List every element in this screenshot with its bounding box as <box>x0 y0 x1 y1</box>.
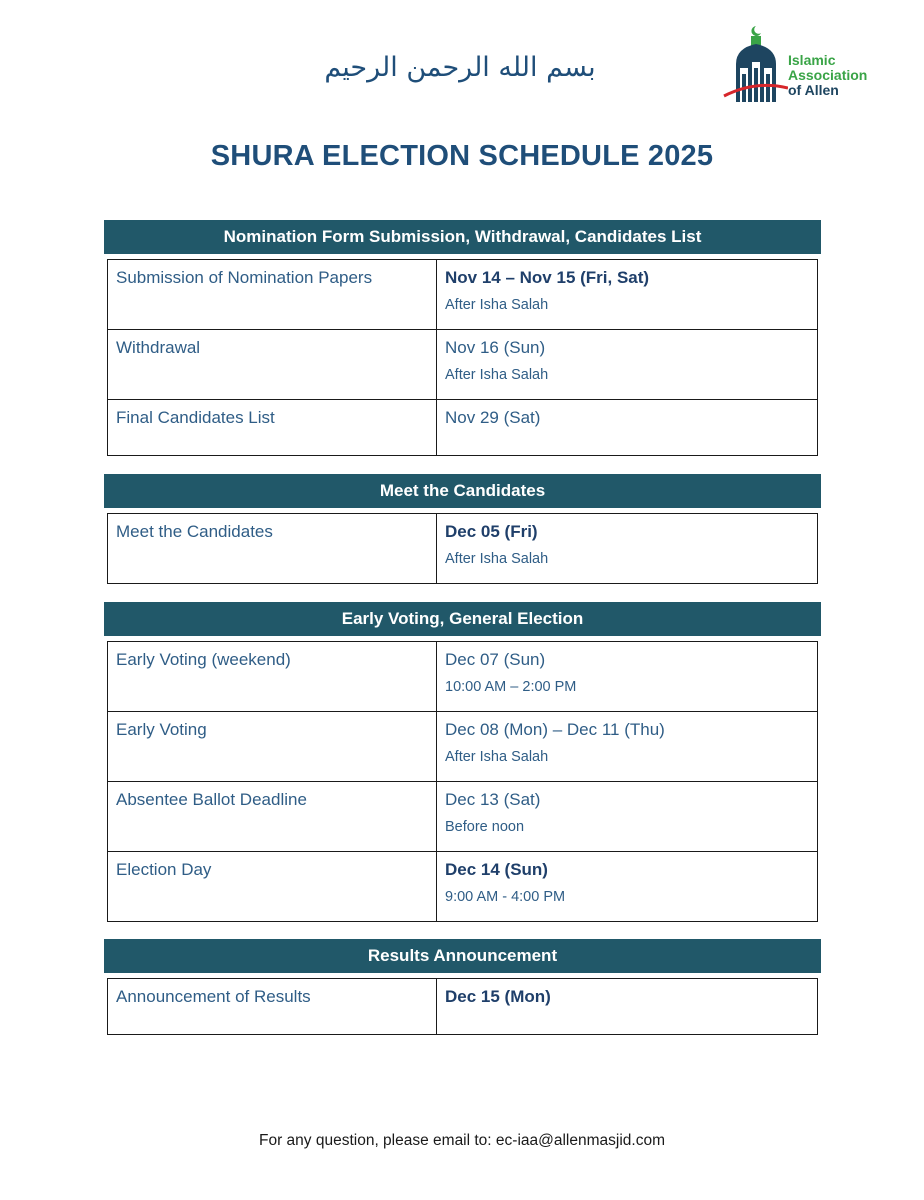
table-row <box>108 782 818 852</box>
event-date: Dec 14 (Sun) <box>445 860 548 879</box>
table-row <box>108 852 818 922</box>
event-date-cell <box>437 712 818 782</box>
logo-line-3: of Allen <box>788 82 839 98</box>
table-row <box>108 330 818 400</box>
table-row <box>108 400 818 456</box>
event-label: Absentee Ballot Deadline <box>108 782 437 852</box>
schedule-table <box>107 259 818 456</box>
event-note: 9:00 AM - 4:00 PM <box>445 889 566 905</box>
logo-line-1: Islamic <box>788 52 836 68</box>
table-row <box>108 712 818 782</box>
event-note: After Isha Salah <box>445 749 549 765</box>
table-row <box>108 642 818 712</box>
event-date: Dec 13 (Sat) <box>445 790 541 809</box>
event-date-cell <box>437 852 818 922</box>
section-header: Results Announcement <box>104 939 821 973</box>
event-date-cell <box>437 400 818 456</box>
event-date-cell <box>437 782 818 852</box>
organization-logo <box>722 24 892 104</box>
event-date: Nov 14 – Nov 15 (Fri, Sat) <box>445 268 650 287</box>
event-label: Election Day <box>108 852 437 922</box>
event-note: After Isha Salah <box>445 551 549 567</box>
event-label: Early Voting <box>108 712 437 782</box>
section-header: Early Voting, General Election <box>104 602 821 636</box>
event-date-cell <box>437 979 818 1035</box>
schedule-table <box>107 513 818 584</box>
table-row <box>108 514 818 584</box>
schedule-table <box>107 978 818 1035</box>
event-label: Meet the Candidates <box>108 514 437 584</box>
section-meet-candidates <box>104 474 821 584</box>
event-date: Nov 29 (Sat) <box>445 408 541 427</box>
logo-line-2: Association <box>788 67 868 83</box>
section-header: Nomination Form Submission, Withdrawal, Candidates List <box>104 220 821 254</box>
event-label: Final Candidates List <box>108 400 437 456</box>
event-date-cell <box>437 642 818 712</box>
event-note: 10:00 AM – 2:00 PM <box>445 679 577 695</box>
event-date-cell <box>437 260 818 330</box>
section-nomination <box>104 220 821 456</box>
table-row <box>108 260 818 330</box>
event-note: After Isha Salah <box>445 297 549 313</box>
event-date: Nov 16 (Sun) <box>445 338 546 357</box>
event-label: Submission of Nomination Papers <box>108 260 437 330</box>
event-date: Dec 05 (Fri) <box>445 522 538 541</box>
schedule-table <box>107 641 818 922</box>
event-date: Dec 08 (Mon) – Dec 11 (Thu) <box>445 720 665 739</box>
event-note: After Isha Salah <box>445 367 549 383</box>
event-label: Announcement of Results <box>108 979 437 1035</box>
logo-wordmark <box>788 53 867 98</box>
event-date-cell <box>437 514 818 584</box>
event-label: Withdrawal <box>108 330 437 400</box>
event-date: Dec 07 (Sun) <box>445 650 546 669</box>
mosque-logo-icon <box>722 24 788 104</box>
table-row <box>108 979 818 1035</box>
page-title: SHURA ELECTION SCHEDULE 2025 <box>210 140 714 172</box>
section-results <box>104 939 821 1035</box>
bismillah-heading: بسم الله الرحمن الرحيم <box>324 52 596 83</box>
event-label: Early Voting (weekend) <box>108 642 437 712</box>
event-date-cell <box>437 330 818 400</box>
event-note: Before noon <box>445 819 525 835</box>
section-header: Meet the Candidates <box>104 474 821 508</box>
contact-footer: For any question, please email to: ec-iaa@allenmasjid.com <box>258 1132 665 1149</box>
event-date: Dec 15 (Mon) <box>445 987 551 1006</box>
section-voting <box>104 602 821 922</box>
